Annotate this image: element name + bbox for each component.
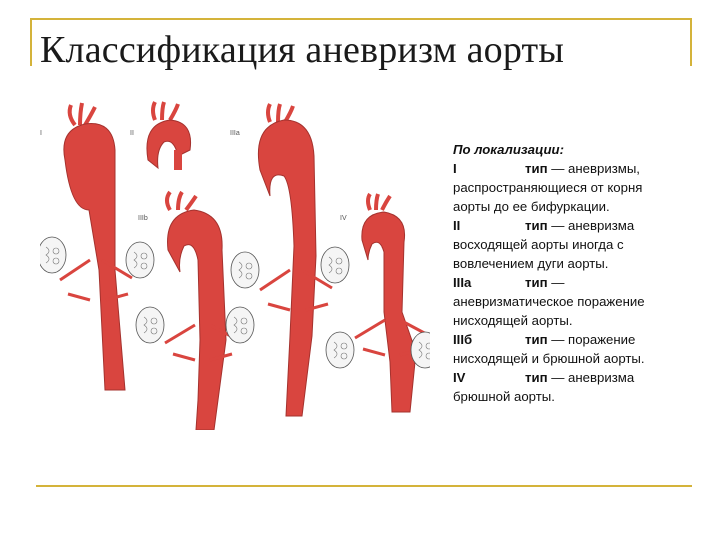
entry-tip: тип [525,161,548,176]
entry-line: распространяющиеся от корня [453,180,643,195]
aorta-type-I [40,103,154,390]
entry-num: IIIa [453,275,472,290]
entry-IIIa-first-line [453,273,698,292]
entry-line: — аневризма [551,218,635,233]
entry-line: брюшной аорты. [453,389,555,404]
entry-line: — [551,275,565,290]
entry-line: вовлечением дуги аорты. [453,256,609,271]
aorta-type-IIIa [231,104,349,416]
entry-num: IV [453,370,466,385]
classification-text [453,140,698,406]
label-IV: IV [340,215,347,222]
entry-line: восходящей аорты иногда с [453,237,624,252]
entry-IV-first-line [453,368,698,387]
top-rule [30,18,692,20]
entry-I-first-line [453,159,698,178]
entry-tip: тип [525,218,548,233]
entry-tip: тип [525,275,548,290]
text-heading: По локализации: [453,142,564,157]
entry-line: — аневризма [551,370,635,385]
bottom-rule [36,485,692,487]
right-rule [690,18,692,66]
entry-line: аорты до ее бифуркации. [453,199,610,214]
aorta-type-IV [326,194,430,412]
label-I: I [40,130,42,137]
entry-num: II [453,218,461,233]
entry-II-first-line [453,216,698,235]
entry-line: — аневризмы, [551,161,640,176]
aorta-type-IIIb [136,192,254,430]
label-IIIa: IIIa [230,130,240,137]
label-IIIb: IIIb [138,215,148,222]
entry-line: — поражение [551,332,636,347]
entry-IIIb-first-line [453,330,698,349]
entry-tip: тип [525,332,548,347]
slide-title: Классификация аневризм аорты [40,29,565,71]
entry-tip: тип [525,370,548,385]
label-II: II [130,130,134,137]
left-rule [30,18,32,66]
aorta-classification-figure [40,100,430,430]
entry-line: нисходящей аорты. [453,313,573,328]
entry-line: нисходящей и брюшной аорты. [453,351,645,366]
aorta-type-II [147,102,191,170]
entry-num: I [453,161,457,176]
entry-line: аневризматическое поражение [453,294,645,309]
entry-num: IIIб [453,332,473,347]
